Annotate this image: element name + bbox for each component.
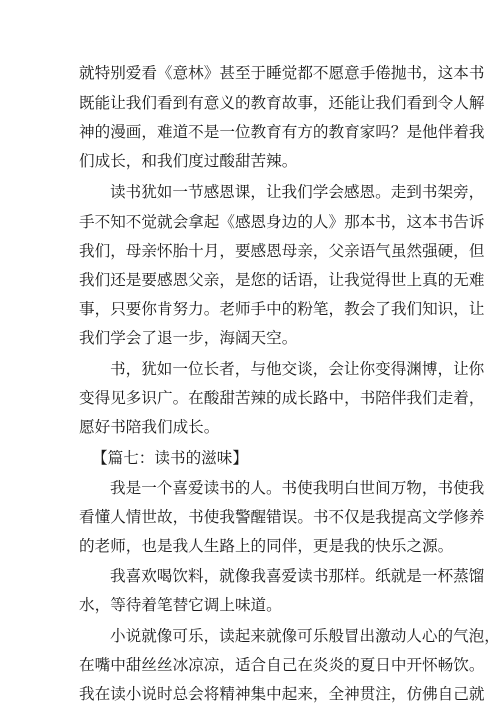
text-line: 看懂人情世故，书使我警醒错误。书不仅是我提高文学修养 xyxy=(79,508,485,526)
paragraph-first-line: 小说就像可乐，读起来就像可乐般冒出激动人心的气泡， xyxy=(110,627,500,645)
text-line: 的老师，也是我人生路上的同伴，更是我的快乐之源。 xyxy=(79,537,454,555)
text-line: 们成长，和我们度过酸甜苦辣。 xyxy=(79,152,298,170)
paragraph-first-line: 读书犹如一节感恩课，让我们学会感恩。走到书架旁， xyxy=(110,183,485,201)
text-line: 手不知不觉就会拿起《感恩身边的人》那本书，这本书告诉 xyxy=(79,213,485,231)
paragraph-first-line: 我是一个喜爱读书的人。书使我明白世间万物，书使我 xyxy=(110,479,485,497)
section-heading: 【篇七：读书的滋味】 xyxy=(92,449,248,467)
text-line: 事，只要你肯努力。老师手中的粉笔，教会了我们知识，让 xyxy=(79,300,485,318)
text-line: 水，等待着笔替它调上味道。 xyxy=(79,596,282,614)
text-line: 我在读小说时总会将精神集中起来，全神贯注，仿佛自己就 xyxy=(79,685,485,703)
paragraph-first-line: 书，犹如一位长者，与他交谈，会让你变得渊博，让你 xyxy=(110,360,485,378)
text-line: 既能让我们看到有意义的教育故事，还能让我们看到令人解 xyxy=(79,94,485,112)
text-line: 我们，母亲怀胎十月，要感恩母亲，父亲语气虽然强硬，但 xyxy=(79,242,485,260)
text-line: 在嘴中甜丝丝冰凉凉，适合自己在炎炎的夏日中开怀畅饮。 xyxy=(79,656,485,674)
text-line: 我们学会了退一步，海阔天空。 xyxy=(79,329,298,347)
text-line: 我们还是要感恩父亲，是您的话语，让我觉得世上真的无难 xyxy=(79,271,485,289)
text-line: 就特别爱看《意林》甚至于睡觉都不愿意手倦抛书，这本书 xyxy=(79,64,485,82)
text-line: 愿好书陪我们成长。 xyxy=(79,418,220,436)
paragraph-first-line: 我喜欢喝饮料，就像我喜爱读书那样。纸就是一杯蒸馏 xyxy=(110,567,485,585)
text-line: 变得见多识广。在酸甜苦辣的成长路中，书陪伴我们走着， xyxy=(79,389,485,407)
text-line: 神的漫画，难道不是一位教育有方的教育家吗？是他伴着我 xyxy=(79,123,485,141)
